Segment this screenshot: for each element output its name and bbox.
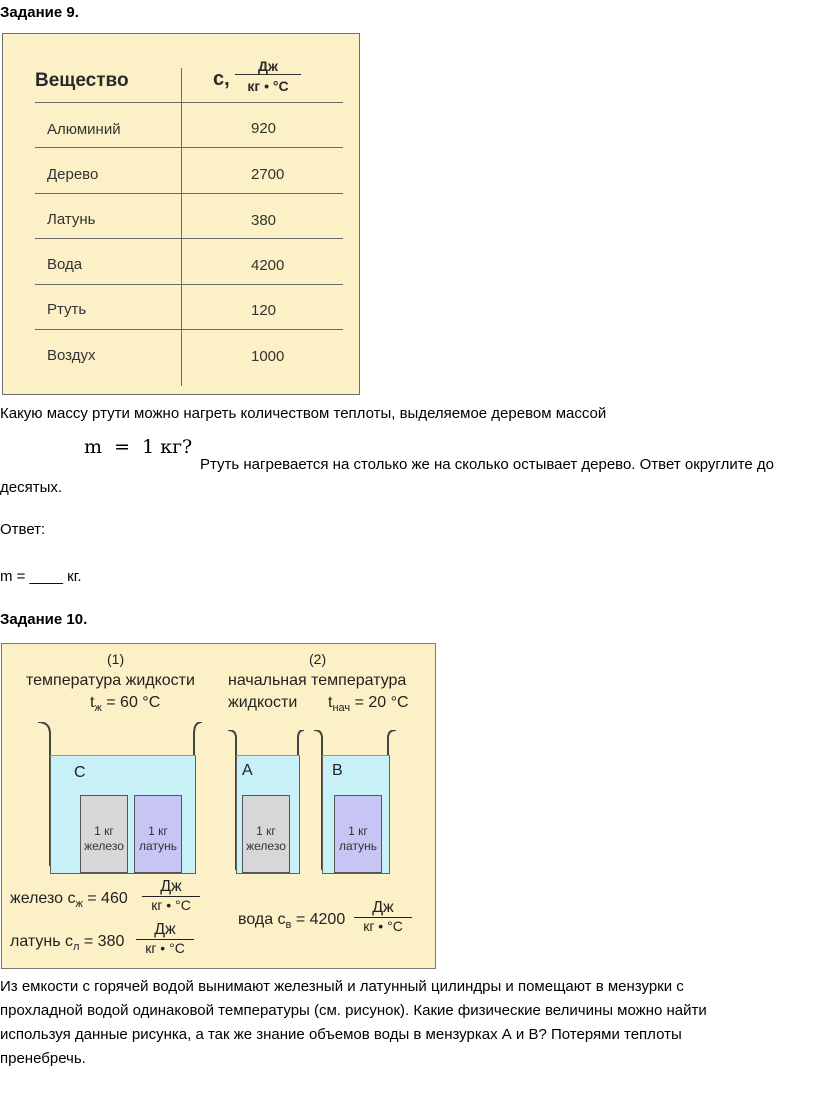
column-divider <box>181 68 182 386</box>
answer-label: Ответ: <box>0 521 46 538</box>
row-divider <box>35 284 343 285</box>
cell-substance: Алюминий <box>47 121 121 138</box>
header-unit-num: Дж <box>235 58 301 75</box>
iron-cylinder-c: 1 кг железо <box>80 795 128 873</box>
water-specific-heat: вода $с_в = 4200$ <box>238 911 346 932</box>
task9-question-line1: Какую массу ртути можно нагреть количеством теплоты, выделяемое деревом массой <box>0 405 607 422</box>
iron-cylinder-a: 1 кг железо <box>242 795 290 873</box>
header-unit-den: кг • °С <box>247 78 289 94</box>
cell-value: 380 <box>251 212 277 229</box>
task9-question-line2: Ртуть нагревается на столько же на сколько остывает дерево. Ответ округлите до <box>200 456 775 473</box>
label-2: (2) <box>309 651 327 667</box>
task9-title: Задание 9. <box>0 4 79 21</box>
header-substance: Вещество <box>35 70 129 91</box>
task10-question-line3: используя данные рисунка, а так же знание объемов воды в мензурках А и В? Потерями теплоты <box>0 1026 682 1043</box>
task9-question-line3: десятых. <box>0 479 63 496</box>
cell-substance: Дерево <box>47 166 99 183</box>
liquid-temp-label: температура жидкости <box>26 672 195 689</box>
cell-value: 4200 <box>251 257 285 274</box>
heat-experiment-diagram <box>1 643 436 969</box>
cell-substance: Вода <box>47 256 83 273</box>
row-divider <box>35 193 343 194</box>
specific-heat-table <box>2 33 360 395</box>
iron-specific-heat: железо $с_ж = 460$ <box>10 890 128 911</box>
label-1: (1) <box>107 651 125 667</box>
header-divider <box>35 102 343 103</box>
cell-value: 1000 <box>251 348 285 365</box>
cell-value: 120 <box>251 302 277 319</box>
header-c: с, <box>213 68 230 90</box>
vessel-b-label: В <box>332 762 343 779</box>
liquid-temp-value: $t_ж = 60$ °С <box>90 694 161 715</box>
row-divider <box>35 147 343 148</box>
task10-question-line4: пренебречь. <box>0 1050 86 1067</box>
initial-temp-label: начальная температура <box>228 672 407 689</box>
row-divider <box>35 329 343 330</box>
cell-substance: Латунь <box>47 211 96 228</box>
task10-title: Задание 10. <box>0 611 88 628</box>
task9-formula: m = 1 кг? <box>84 436 193 458</box>
answer-blank: m = ____ кг. <box>0 568 82 585</box>
task10-question-line2: прохладной водой одинаковой температуры (см. рисунок). Какие физические величины можно найти <box>0 1002 707 1019</box>
iron-unit: Дж кг • °С <box>142 878 200 913</box>
vessel-c-label: С <box>74 764 86 781</box>
brass-specific-heat: латунь $с_л = 380$ <box>10 933 125 954</box>
vessel-a-label: А <box>242 762 253 779</box>
water-unit: Дж кг • °С <box>354 899 412 934</box>
cell-substance: Ртуть <box>47 301 87 318</box>
brass-unit: Дж кг • °С <box>136 921 194 956</box>
row-divider <box>35 238 343 239</box>
task10-question-line1: Из емкости с горячей водой вынимают железный и латунный цилиндры и помещают в мензурки с <box>0 978 684 995</box>
brass-cylinder-b: 1 кг латунь <box>334 795 382 873</box>
brass-cylinder-c: 1 кг латунь <box>134 795 182 873</box>
cell-substance: Воздух <box>47 347 96 364</box>
initial-temp-value: $t_{нач} = 20$ °С <box>328 694 409 715</box>
cell-value: 920 <box>251 120 277 137</box>
initial-temp-word: жидкости <box>228 694 298 711</box>
cell-value: 2700 <box>251 166 285 183</box>
